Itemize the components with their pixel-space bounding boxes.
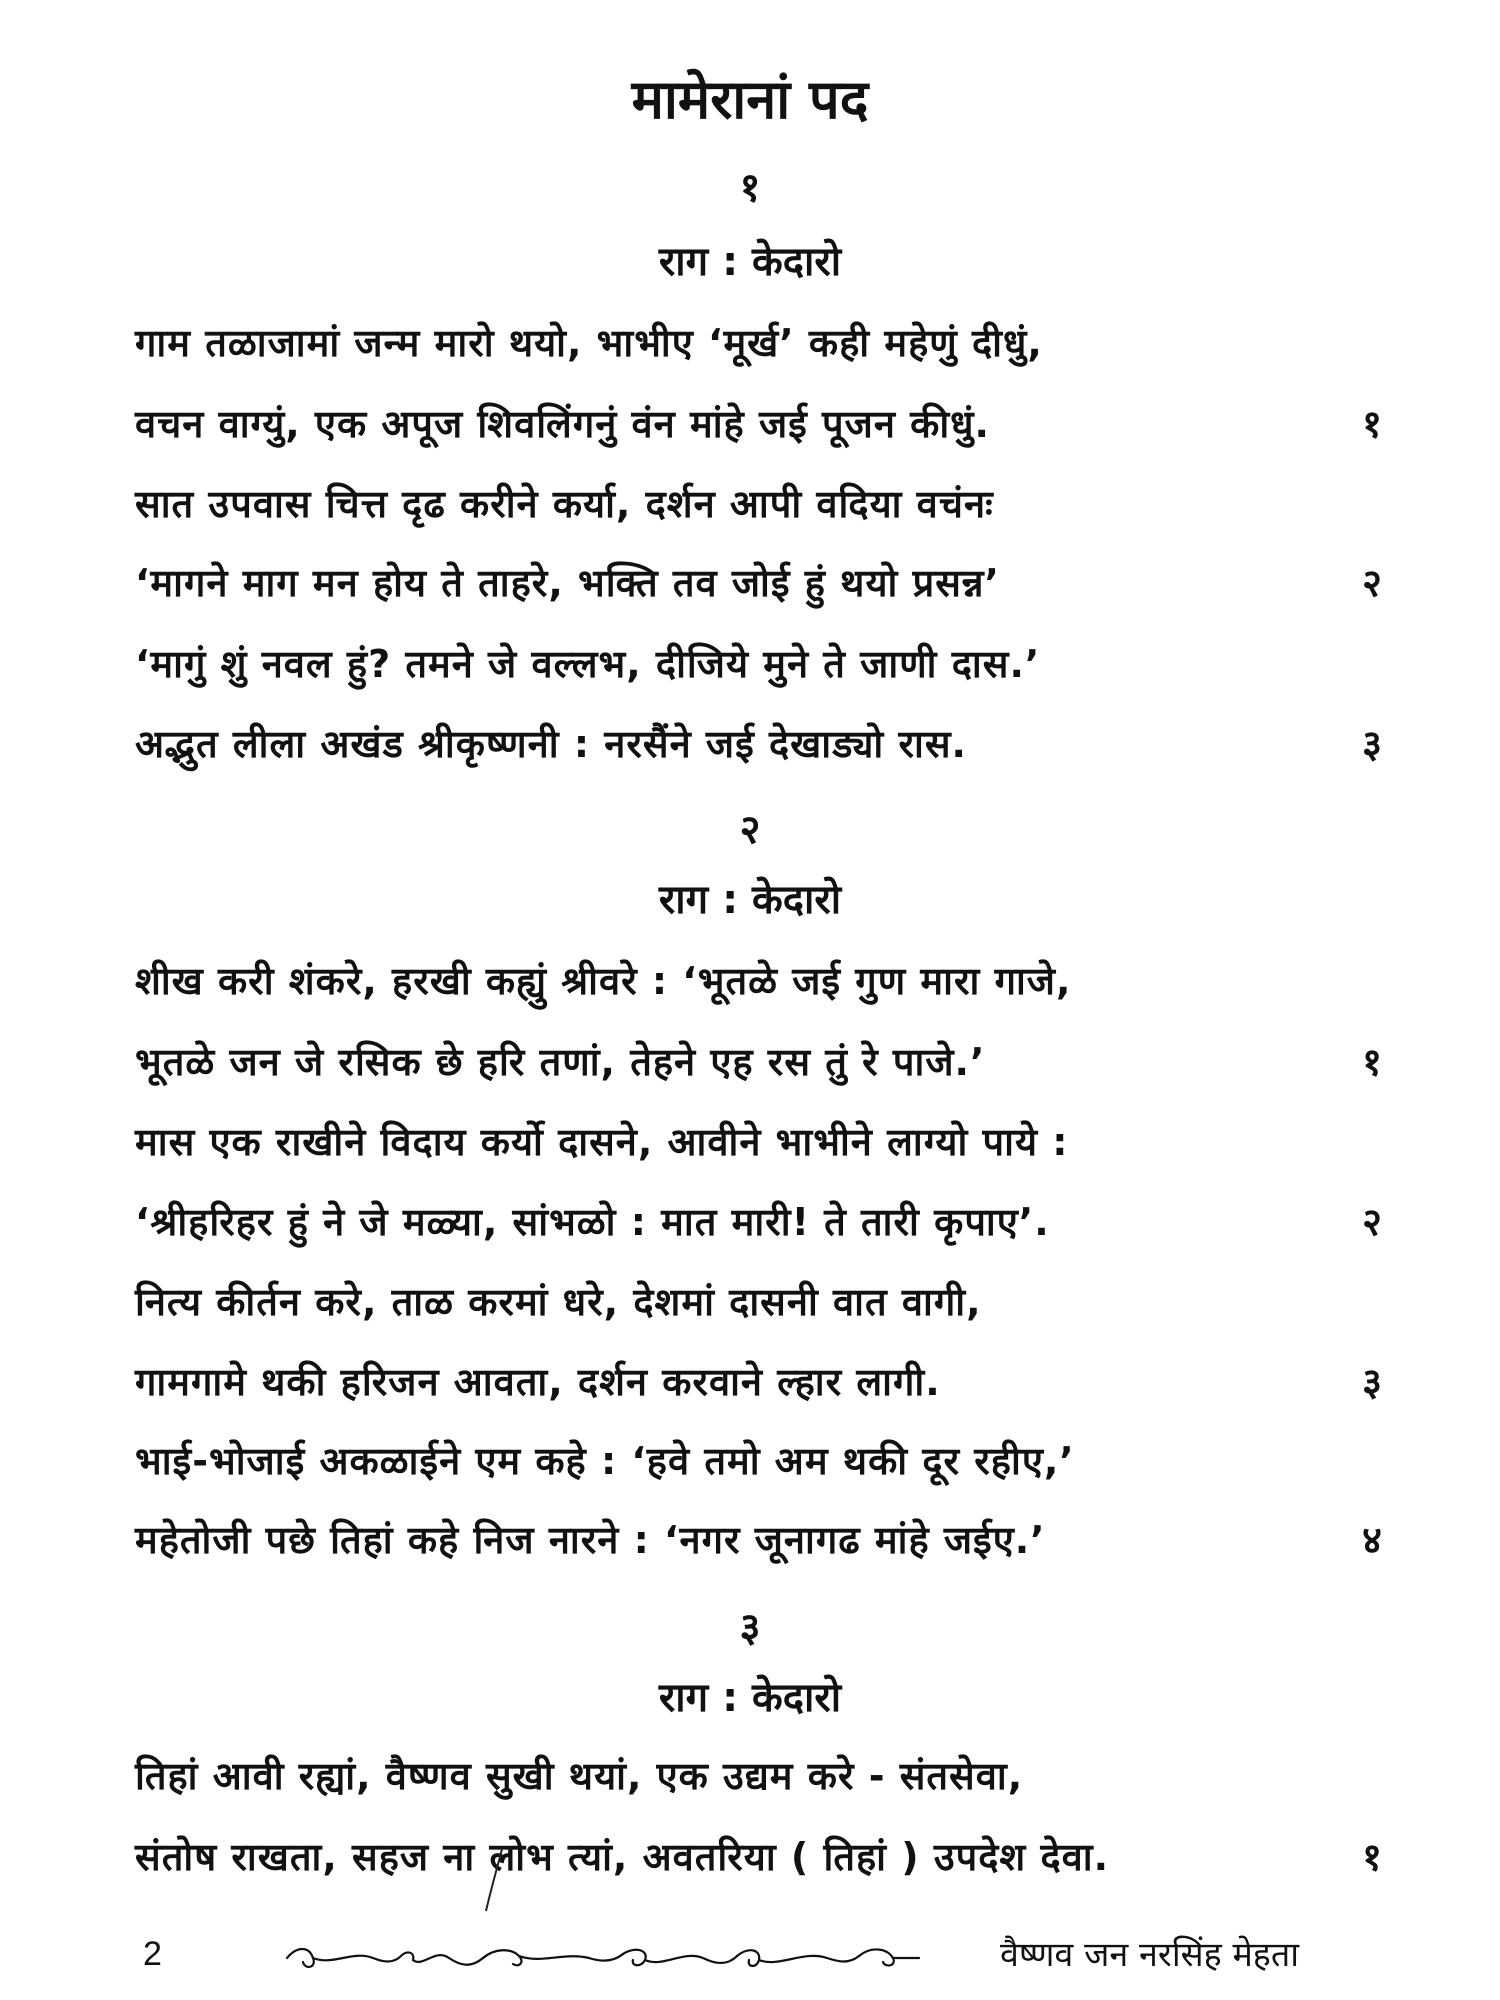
verse-line: भाई-भोजाई अकळाईने एम कहे : ‘हवे तमो अम थकी दूर रहीए,’ [135, 1439, 1075, 1483]
verse-line: महेतोजी पछे तिहां कहे निज नारने : ‘नगर जूनागढ मांहे जईए.’ [135, 1518, 1046, 1562]
verse-line: गामगामे थकी हरिजन आवता, दर्शन करवाने ल्हार लागी. [135, 1360, 941, 1404]
verse-line: अद्भुत लीला अखंड श्रीकृष्णनी : नरसैंने जई देखाड्यो रास. [135, 722, 967, 766]
verse-line: वचन वाग्युं, एक अपूज शिवलिंगनुं वंन मांहे जई पूजन कीधुं. [135, 402, 990, 446]
verse-number: १ [1362, 1835, 1382, 1879]
verse-number: २ [1362, 561, 1382, 605]
verse-number: ३ [1362, 1360, 1382, 1404]
verse-line: संतोष राखता, सहज ना लोभ त्यां, अवतरिया ( तिहां ) उपदेश देवा. [135, 1835, 1110, 1879]
book-title-footer: वैष्णव जन नरसिंह मेहता [1000, 1935, 1300, 1975]
raag-heading: राग : केदारो [658, 1675, 842, 1721]
verse-line: मास एक राखीने विदाय कर्यो दासने, आवीने भाभीने लाग्यो पाये : [135, 1120, 1069, 1164]
verse-line: नित्य कीर्तन करे, ताळ करमां धरे, देशमां दासनी वात वागी, [135, 1280, 982, 1324]
verse-line: तिहां आवी रह्यां, वैष्णव सुखी थयां, एक उद्यम करे - संतसेवा, [135, 1754, 1024, 1798]
scroll-ornament-icon [283, 1938, 923, 1978]
pen-stroke-mark [480, 1845, 510, 1915]
verse-line: ‘मागुं शुं नवल हुं? तमने जे वल्लभ, दीजिये मुने ते जाणी दास.’ [135, 642, 1041, 686]
verse-number: ४ [1362, 1518, 1382, 1562]
verse-number: २ [1362, 1200, 1382, 1244]
verse-line: गाम तळाजामां जन्म मारो थयो, भाभीए ‘मूर्ख’ कही महेणुं दीधुं, [135, 321, 1043, 365]
verse-number: ३ [1362, 722, 1382, 766]
verse-line: ‘श्रीहरिहर हुं ने जे मळ्या, सांभळो : मात मारी! ते तारी कृपाए’. [135, 1200, 1050, 1244]
verse-line: शीख करी शंकरे, हरखी कह्युं श्रीवरे : ‘भूतळे जई गुण मारा गाजे, [135, 959, 1072, 1003]
page-number: 2 [143, 1935, 162, 1973]
verse-line: भूतळे जन जे रसिक छे हरि तणां, तेहने एह रस तुं रे पाजे.’ [135, 1040, 986, 1084]
verse-number: १ [1362, 1040, 1382, 1084]
verse-line: सात उपवास चित्त दृढ करीने कर्या, दर्शन आपी वदिया वचंनः [135, 482, 994, 526]
section-number: ३ [739, 1605, 761, 1651]
page-title: मामेरानां पद [631, 68, 869, 131]
raag-heading: राग : केदारो [658, 877, 842, 923]
section-number: १ [739, 165, 761, 211]
section-number: २ [739, 807, 761, 853]
verse-number: १ [1362, 402, 1382, 446]
raag-heading: राग : केदारो [658, 239, 842, 285]
verse-line: ‘मागने माग मन होय ते ताहरे, भक्ति तव जोई हुं थयो प्रसन्न’ [135, 561, 1000, 605]
